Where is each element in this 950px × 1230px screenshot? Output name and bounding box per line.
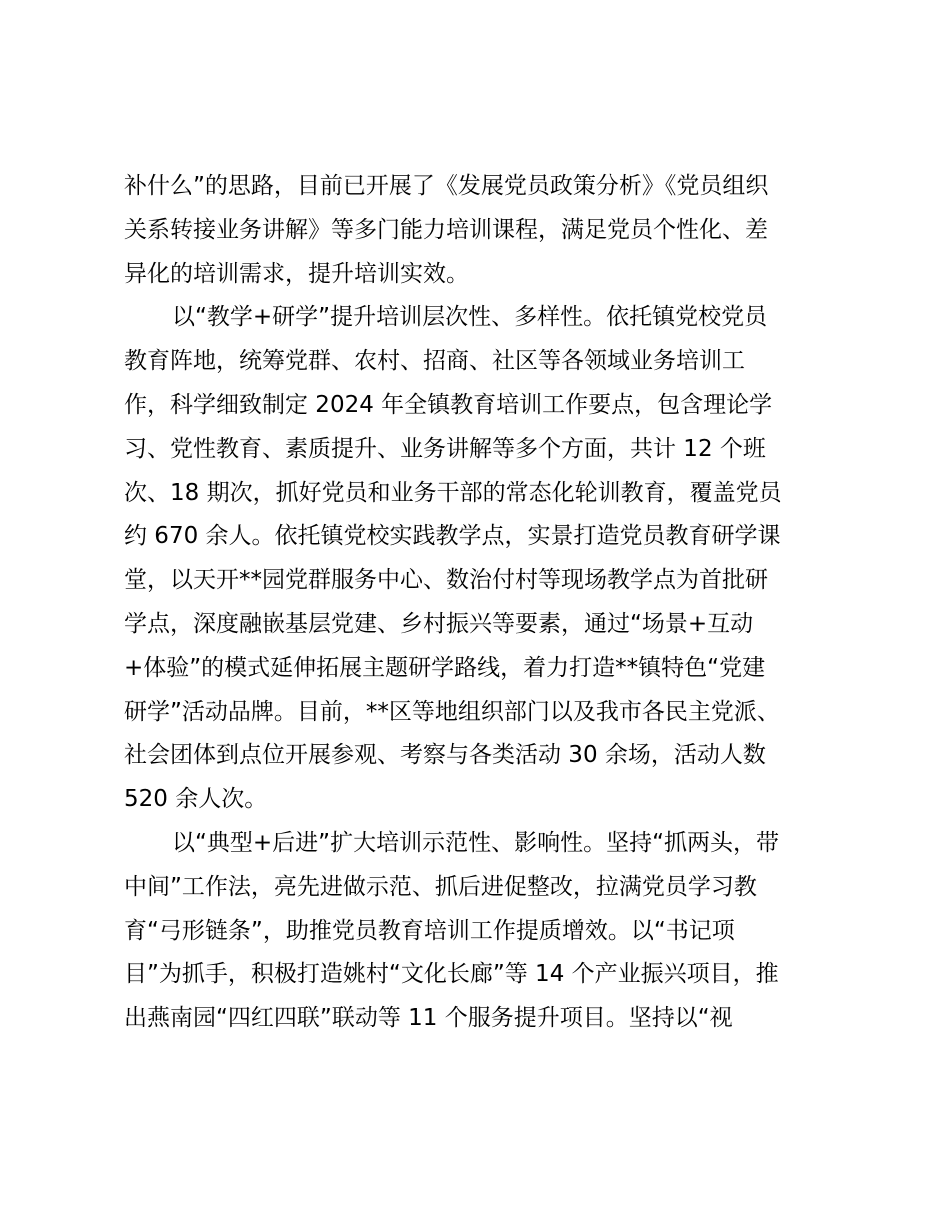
text-line: 研学”活动品牌。目前，**区等地组织部门以及我市各民主党派、 — [124, 698, 780, 725]
text-line: 异化的培训需求，提升培训实效。 — [124, 260, 469, 287]
text-line: 堂，以天开**园党群服务中心、数治付村等现场教学点为首批研 — [124, 567, 768, 594]
text-line: 关系转接业务讲解》等多门能力培训课程，满足党员个性化、差 — [124, 216, 768, 243]
text-line: 约 670 余人。依托镇党校实践教学点，实景打造党员教育研学课 — [124, 523, 781, 550]
text-line: 学点，深度融嵌基层党建、乡村振兴等要素，通过“场景+互动 — [124, 610, 754, 637]
text-line: 作，科学细致制定 2024 年全镇教育培训工作要点，包含理论学 — [124, 391, 773, 418]
body-text — [124, 165, 836, 1041]
text-line: 社会团体到点位开展参观、考察与各类活动 30 余场，活动人数 — [124, 742, 766, 769]
text-line: 教育阵地，统筹党群、农村、招商、社区等各领域业务培训工 — [124, 348, 745, 375]
text-line: 补什么”的思路，目前已开展了《发展党员政策分析》《党员组织 — [124, 173, 769, 199]
text-line: 中间”工作法，亮先进做示范、抓后进促整改，拉满党员学习教 — [124, 873, 757, 900]
text-line: 520 余人次。 — [124, 786, 268, 813]
text-line: 习、党性教育、素质提升、业务讲解等多个方面，共计 12 个班 — [124, 435, 766, 462]
text-line: +体验”的模式延伸拓展主题研学路线，着力打造**镇特色“党建 — [124, 654, 766, 681]
text-line: 出燕南园“四红四联”联动等 11 个服务提升项目。坚持以“视 — [124, 1005, 733, 1032]
text-line: 育“弓形链条”，助推党员教育培训工作提质增效。以“书记项 — [124, 917, 735, 944]
text-line: 次、18 期次，抓好党员和业务干部的常态化轮训教育，覆盖党员 — [124, 479, 782, 506]
paragraph-start-line: 以“典型+后进”扩大培训示范性、影响性。坚持“抓两头，带 — [172, 829, 780, 856]
text-line: 目”为抓手，积极打造姚村“文化长廊”等 14 个产业振兴项目，推 — [124, 961, 779, 988]
paragraph-start-line: 以“教学+研学”提升培训层次性、多样性。依托镇党校党员 — [172, 304, 768, 331]
